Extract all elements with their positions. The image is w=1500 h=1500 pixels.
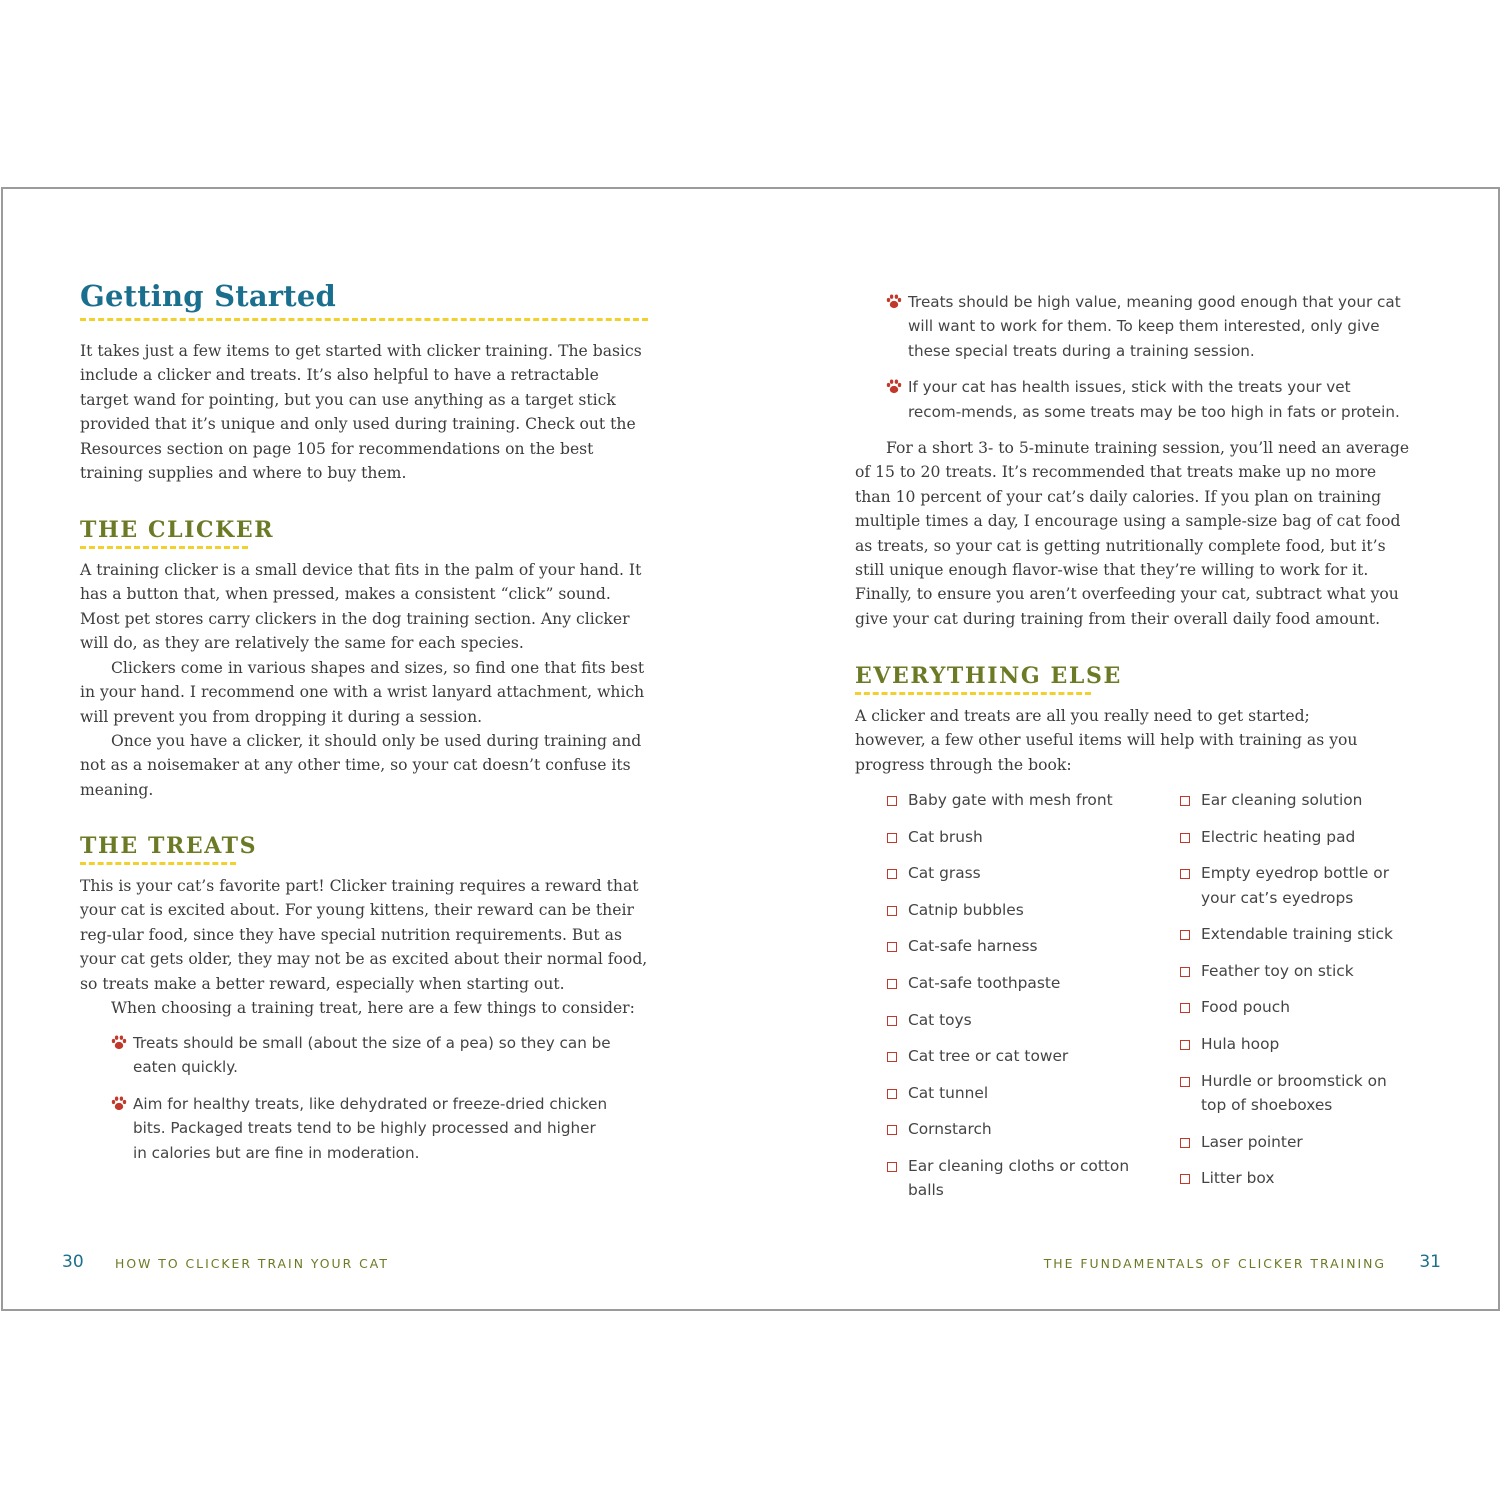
clicker-paragraph-1: A training clicker is a small device that fits in the palm of your hand. It has a button that, when pressed, makes a consistent “click” sound. Most pet stores carry clickers in the dog training section. Any clicker will do, as they are relatively the same for each species.	[80, 561, 642, 653]
bullet-text: Aim for healthy treats, like dehydrated or freeze-dried chicken bits. Packaged treats tend to be highly processed and higher in calories but are fine in moderation.	[133, 1094, 608, 1162]
checklist-item	[1179, 959, 1409, 983]
checklist-item-text: Laser pointer	[1201, 1132, 1303, 1151]
checklist-item	[886, 934, 1156, 958]
checklist-item	[886, 788, 1156, 812]
checklist-item-text: Catnip bubbles	[908, 900, 1024, 919]
checklist-item	[1179, 1069, 1409, 1118]
checkbox-icon	[1180, 1077, 1190, 1087]
running-head-right: THE FUNDAMENTALS OF CLICKER TRAINING	[1043, 1256, 1386, 1271]
page-heading: Getting Started	[80, 279, 337, 313]
checklist-item-text: Empty eyedrop bottle or your cat’s eyedrops	[1201, 864, 1390, 907]
checkbox-icon	[887, 979, 897, 989]
checklist-item	[886, 861, 1156, 885]
checkbox-icon	[1180, 869, 1190, 879]
everything-else-underline	[855, 692, 1091, 695]
list-item	[886, 290, 1406, 363]
checklist-item	[886, 1117, 1156, 1141]
bullet-text: Treats should be small (about the size of a pea) so they can be eaten quickly.	[133, 1034, 611, 1077]
clicker-heading: THE CLICKER	[80, 517, 275, 543]
checklist-item-text: Electric heating pad	[1201, 827, 1356, 846]
checklist-item-text: Cat tree or cat tower	[908, 1047, 1069, 1066]
checklist-item-text: Ear cleaning cloths or cotton balls	[908, 1156, 1130, 1200]
session-paragraph: For a short 3- to 5-minute training session, you’ll need an average of 15 to 20 treats. It’s recommended that treats make up no more than 10 percent of your cat’s daily calories. If you plan on training multiple times a day, I encourage using a sample-size bag of cat food as treats, so your cat is getting nutritionally complete food, but it’s still unique enough flavor-wise that they’re willing to work for it. Finally, to ensure you aren’t overfeeding your cat, subtract what you give your cat during training from their overall daily food amount.	[855, 439, 1410, 628]
treats-heading: THE TREATS	[80, 833, 258, 859]
checklist-item	[1179, 1032, 1409, 1056]
checklist-item	[886, 1081, 1156, 1105]
paw-print-icon	[111, 1096, 127, 1111]
checkbox-icon	[1180, 930, 1190, 940]
checklist-item-text: Cat tunnel	[908, 1083, 989, 1102]
checklist-item-text: Litter box	[1201, 1169, 1275, 1188]
supplies-checklist-col1	[886, 788, 1156, 1215]
checklist-item	[1179, 861, 1409, 910]
checklist-item	[1179, 825, 1409, 849]
list-item	[886, 375, 1406, 424]
checklist-item-text: Ear cleaning solution	[1201, 791, 1363, 809]
checklist-item-text: Cat grass	[908, 864, 981, 883]
everything-else-paragraph: A clicker and treats are all you really need to get started; however, a few other useful items will help with training as you progress through the book:	[855, 707, 1358, 774]
book-spread	[1, 187, 1500, 1311]
page-number-left: 30	[62, 1252, 84, 1272]
checkbox-icon	[1180, 1138, 1190, 1148]
checkbox-icon	[887, 906, 897, 916]
checkbox-icon	[887, 1052, 897, 1062]
everything-else-heading: EVERYTHING ELSE	[855, 663, 1122, 689]
clicker-paragraph-2: Clickers come in various shapes and sizes, so find one that fits best in your hand. I recommend one with a wrist lanyard attachment, which will prevent you from dropping it during a session.	[80, 659, 645, 726]
checklist-item-text: Extendable training stick	[1201, 925, 1393, 944]
checklist-item	[886, 1154, 1156, 1203]
checklist-item-text: Cat-safe toothpaste	[908, 973, 1061, 992]
paw-print-icon	[886, 379, 902, 394]
checkbox-icon	[887, 1089, 897, 1099]
heading-underline	[80, 318, 648, 321]
checkbox-icon	[1180, 796, 1190, 806]
checklist-item	[1179, 922, 1409, 946]
checkbox-icon	[887, 1016, 897, 1026]
checkbox-icon	[1180, 967, 1190, 977]
checklist-item	[886, 825, 1156, 849]
checklist-item	[1179, 1130, 1409, 1154]
clicker-paragraph-3: Once you have a clicker, it should only be used during training and not as a noisemaker at any other time, so your cat doesn’t confuse its meaning.	[80, 732, 642, 799]
checklist-item-text: Cornstarch	[908, 1120, 992, 1139]
checkbox-icon	[887, 796, 897, 806]
checkbox-icon	[1180, 1003, 1190, 1013]
checklist-item-text: Cat-safe harness	[908, 937, 1038, 956]
page-number-right: 31	[1419, 1252, 1441, 1272]
checklist-item-text: Cat toys	[908, 1010, 972, 1029]
checklist-item	[1179, 788, 1409, 812]
list-item	[111, 1092, 611, 1165]
checklist-item	[1179, 995, 1409, 1019]
checkbox-icon	[1180, 1174, 1190, 1184]
checklist-item	[886, 898, 1156, 922]
intro-paragraph: It takes just a few items to get started with clicker training. The basics include a clicker and treats. It’s also helpful to have a retractable target wand for pointing, but you can use anything as a target stick provided that it’s unique and only used during training. Check out the Resources section on page 105 for recommendations on the best training supplies and where to buy them.	[80, 342, 642, 483]
checklist-item-text: Hurdle or broomstick on top of shoeboxes	[1201, 1071, 1387, 1114]
treats-paragraph-2: When choosing a training treat, here are a few things to consider:	[111, 999, 635, 1017]
checkbox-icon	[887, 1162, 897, 1172]
treat-bullet-list-continued	[886, 290, 1406, 436]
paw-print-icon	[886, 294, 902, 309]
checkbox-icon	[887, 942, 897, 952]
treats-paragraph-1: This is your cat’s favorite part! Clicker training requires a reward that your cat is excited about. For young kittens, their reward can be their reg-ular food, since they have special nutrition requirements. But as your cat gets older, they may not be as excited about their normal food, so treats make a better reward, especially when starting out.	[80, 877, 648, 993]
checkbox-icon	[887, 1125, 897, 1135]
checklist-item	[886, 1008, 1156, 1032]
treat-bullet-list	[111, 1031, 611, 1177]
checklist-item	[886, 971, 1156, 995]
checklist-item-text: Cat brush	[908, 827, 983, 846]
treats-underline	[80, 862, 236, 865]
checklist-item-text: Food pouch	[1201, 998, 1290, 1017]
bullet-text: If your cat has health issues, stick with the treats your vet recom-mends, as some treats may be too high in fats or protein.	[908, 378, 1400, 421]
supplies-checklist-col2	[1179, 788, 1409, 1203]
checkbox-icon	[887, 869, 897, 879]
checkbox-icon	[1180, 833, 1190, 843]
checklist-item-text: Baby gate with mesh front	[908, 791, 1113, 809]
checkbox-icon	[887, 833, 897, 843]
checklist-item	[886, 1044, 1156, 1068]
clicker-underline	[80, 546, 248, 549]
checklist-item-text: Feather toy on stick	[1201, 961, 1354, 980]
bullet-text: Treats should be high value, meaning good enough that your cat will want to work for them. To keep them interested, only give these special treats during a training session.	[908, 293, 1401, 360]
checklist-item-text: Hula hoop	[1201, 1034, 1280, 1053]
running-head-left: HOW TO CLICKER TRAIN YOUR CAT	[115, 1256, 389, 1271]
paw-print-icon	[111, 1035, 127, 1050]
list-item	[111, 1031, 611, 1080]
checklist-item	[1179, 1166, 1409, 1190]
checkbox-icon	[1180, 1040, 1190, 1050]
